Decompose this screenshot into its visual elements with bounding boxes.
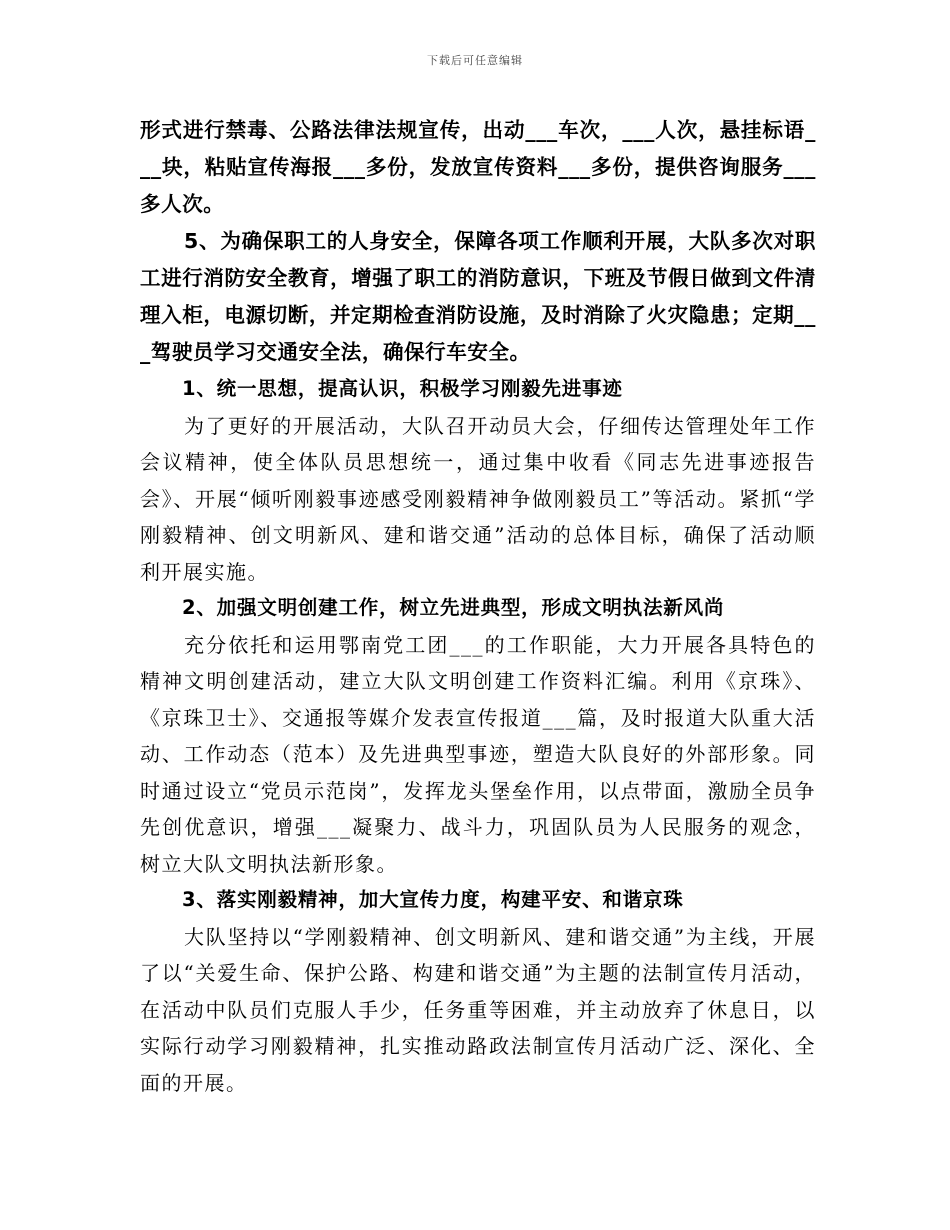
paragraph-section-3: 大队坚持以“学刚毅精神、创文明新风、建和谐交通”为主线，开展了以“关爱生命、保护公路、构建和谐交通”为主题的法制宣传月活动，在活动中队员们克服人手少，任务重等困难，并主动放弃了休息日，以实际行动学习刚毅精神，扎实推动路政法制宣传月活动广泛、深化、全面的开展。 (140, 924, 816, 1095)
paragraph-section-1: 为了更好的开展活动，大队召开动员大会，仔细传达管理处年工作会议精神，使全体队员思想统一，通过集中收看《同志先进事迹报告会》、开展“倾听刚毅事迹感受刚毅精神争做刚毅员工”等活动。紧抓“学刚毅精神、创文明新风、建和谐交通”活动的总体目标，确保了活动顺利开展实施。 (140, 413, 816, 584)
section-heading-2: 2、加强文明创建工作，树立先进典型，形成文明执法新风尚 (182, 596, 725, 619)
document-body (140, 112, 816, 1101)
page-header: 下载后可任意编辑 (427, 54, 523, 67)
section-heading-1: 1、统一思想，提高认识，积极学习刚毅先进事迹 (182, 377, 623, 400)
paragraph-continued-publicity: 形式进行禁毒、公路法律法规宣传，出动___车次，___人次，悬挂标语___块，粘贴宣传海报___多份，发放宣传资料___多份，提供咨询服务___多人次。 (140, 118, 816, 216)
paragraph-section-2: 充分依托和运用鄂南党工团___的工作职能，大力开展各具特色的精神文明创建活动，建立大队文明创建工作资料汇编。利用《京珠》、《京珠卫士》、交通报等媒介发表宣传报道___篇，及时报道大队重大活动、工作动态（范本）及先进典型事迹，塑造大队良好的外部形象。同时通过设立“党员示范岗”，发挥龙头堡垒作用，以点带面，激励全员争先创优意识，增强___凝聚力、战斗力，巩固队员为人民服务的观念，树立大队文明执法新形象。 (140, 632, 816, 876)
paragraph-fire-safety: 5、为确保职工的人身安全，保障各项工作顺利开展，大队多次对职工进行消防安全教育，增强了职工的消防意识，下班及节假日做到文件清理入柜，电源切断，并定期检查消防设施，及时消除了火灾隐患；定期___驾驶员学习交通安全法，确保行车安全。 (140, 229, 816, 364)
section-heading-3: 3、落实刚毅精神，加大宣传力度，构建平安、和谐京珠 (182, 888, 684, 911)
